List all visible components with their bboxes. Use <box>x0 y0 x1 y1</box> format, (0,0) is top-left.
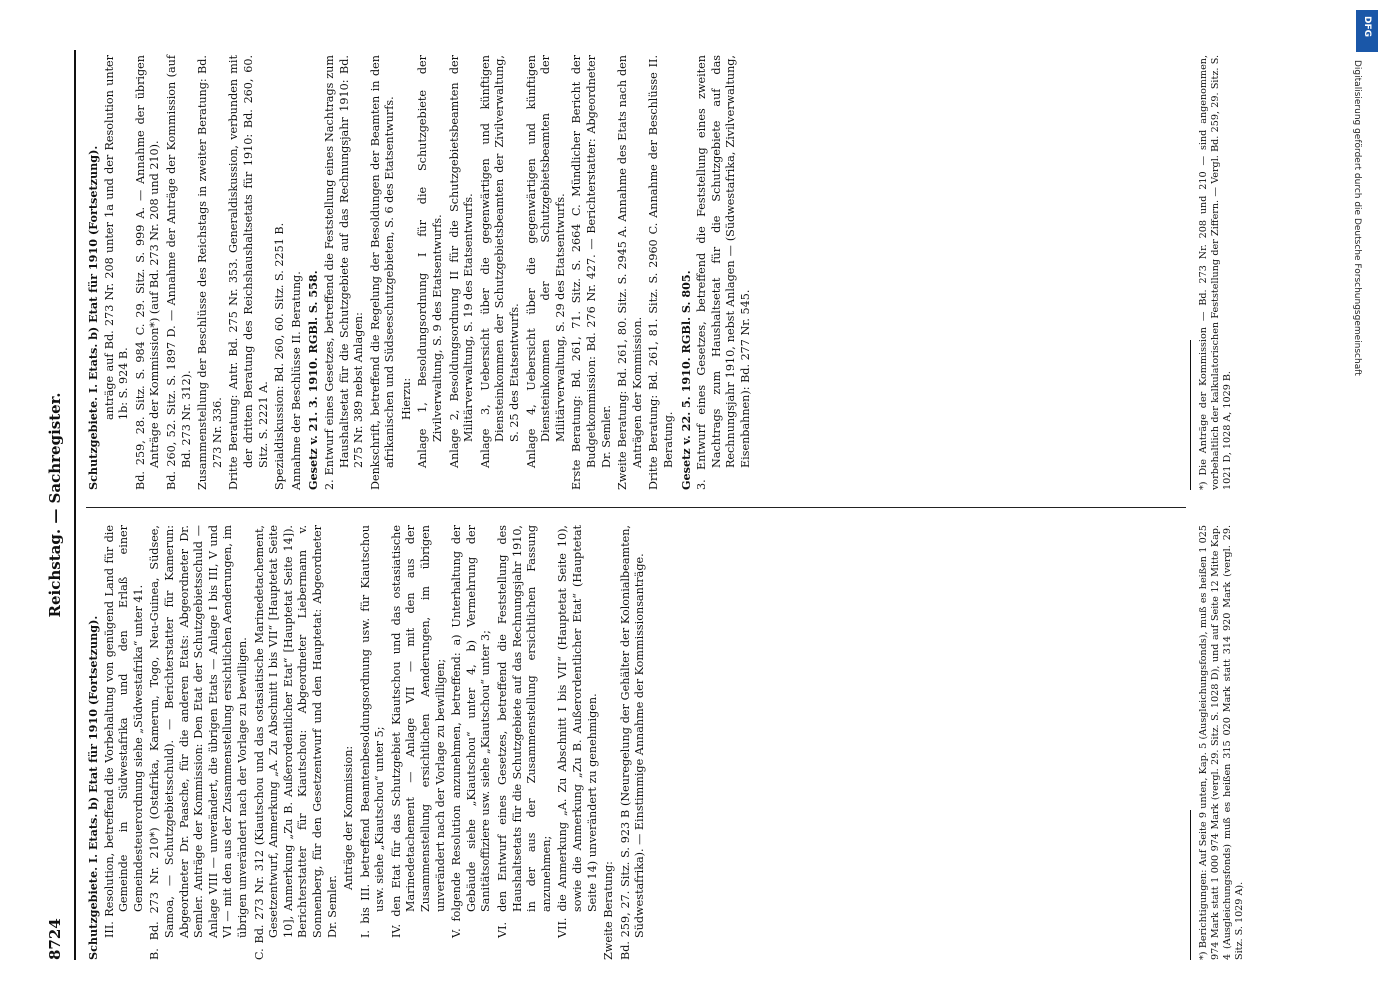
left-column-entry: C. Bd. 273 Nr. 312 (Kiautschou und das ostasiatische Marinedetachement, Gesetzentwurf, Anmerkung „A. Zu Abschnitt I bis VII“ [Hauptetat Seite 10], Anmerkung „Zu B. Außerordentlicher Etat“ [Hauptetat Seite 14]). Berichterstatter für Kiautschou: Abgeordneter Liebermann v. Sonnenberg, für den Gesetzentwurf und den Hauptetat: Abgeordneter Dr. Semler. <box>252 525 339 960</box>
left-column-entry: IV. den Etat für das Schutzgebiet Kiautschou und das ostasiatische Marinedetachement — Anlage VII — mit den aus der Zusammenstellung ersichtlichen Aenderungen, im übrigen unverändert nach der Vorlage zu bewilligen; <box>389 525 447 938</box>
right-column-entry: Dritte Beratung: Bd. 261, 81. Sitz. S. 2960 C. Annahme der Beschlüsse II. Beratung. <box>647 55 675 490</box>
page-number: 8724 <box>46 918 64 960</box>
left-column-entry: Schutzgebiete. I. Etats. b) Etat für 1910 (Fortsetzung). <box>86 615 100 960</box>
right-column-entry: Erste Beratung: Bd. 261, 71. Sitz. S. 2664 C. Mündlicher Bericht der Budgetkommission: Bd. 276 Nr. 427. — Berichterstatter: Abgeordneter Dr. Semler. <box>570 55 613 490</box>
right-column-entry: Bd. 259, 28. Sitz. S. 984 C. 29. Sitz. S. 999 A. — Annahme der übrigen Anträge der Kommission*) (auf Bd. 273 Nr. 208 und 210). <box>133 55 162 490</box>
right-column-entry: Annahme der Beschlüsse II. Beratung. <box>289 271 303 490</box>
right-column-entry: Anlage 4, Uebersicht über die gegenwärtigen und künftigen Diensteinkommen der Schutzgebietsbeamten der Militärverwaltung, S. 29 des Etatsentwurfs. <box>524 55 567 468</box>
right-column-entry: Gesetz v. 22. 5. 1910. RGBl. S. 805. <box>678 270 693 490</box>
right-column-entry: Anlage 2, Besoldungsordnung II für die Schutzgebietsbeamten der Militärverwaltung, S. 19 des Etatsentwurfs. <box>447 55 476 468</box>
right-column-entry: Schutzgebiete. I. Etats. b) Etat für 1910 (Fortsetzung). <box>86 145 100 490</box>
left-column <box>86 525 650 960</box>
left-column-entry: I. bis III. betreffend Beamtenbesoldungsordnung usw. für Kiautschou usw. siehe „Kiautschou“ unter 5; <box>358 525 387 938</box>
right-footnote: *) Die Anträge der Kommission — Bd. 273 Nr. 208 und 210 — sind angenommen, vorbehaltlich der kalkulatorischen Feststellung der Ziffern. — Vergl. Bd. 259, 29. Sitz. S. 1021 D, 1028 A, 1029 B. <box>1198 55 1233 490</box>
right-column-entry: 3. Entwurf eines Gesetzes, betreffend die Feststellung eines zweiten Nachtrags zum Haushaltsetat für die Schutzgebiete auf das Rechnungsjahr 1910, nebst Anlagen — (Südwestafrika, Zivilverwaltung, Eisenbahnen): Bd. 277 Nr. 545. <box>695 55 752 490</box>
page-title: Reichstag. — Sachregister. <box>46 392 64 618</box>
right-column-entry: Gesetz v. 21. 3. 1910. RGBl. S. 558. <box>306 270 321 490</box>
column-divider <box>86 507 1186 508</box>
right-column-entry: Spezialdiskussion: Bd. 260, 60. Sitz. S. 2251 B. <box>273 222 287 490</box>
left-column-entry: Anträge der Kommission: <box>342 745 356 890</box>
right-column-entry: Bd. 260, 52. Sitz. S. 1897 D. — Annahme der Anträge der Kommission (auf Bd. 273 Nr. 312). <box>164 55 193 490</box>
left-column-entry: VII. die Anmerkung „A. Zu Abschnitt I bis VII“ (Hauptetat Seite 10), sowie die Anmerkung „Zu B. Außerordentlicher Etat“ (Hauptetat Seite 14) unverändert zu genehmigen. <box>556 525 599 938</box>
right-column-entry: Anlage 1, Besoldungsordnung I für die Schutzgebiete der Zivilverwaltung, S. 9 des Etatsentwurfs. <box>416 55 445 468</box>
right-column <box>86 55 756 490</box>
left-footnote-rule <box>1190 810 1191 960</box>
right-column-entry: Anlage 3, Uebersicht über die gegenwärtigen und künftigen Diensteinkommen der Schutzgebietsbeamten der Zivilverwaltung, S. 25 des Etatsentwurfs. <box>478 55 522 468</box>
page-header <box>40 50 72 960</box>
register-page <box>40 50 1320 960</box>
left-column-entry: V. folgende Resolution anzunehmen, betreffend: a) Unterhaltung der Gebäude siehe „Kiautschou“ unter 4, b) Vermehrung der Sanitätsoffiziere usw. siehe „Kiautschou“ unter 3; <box>450 525 493 938</box>
right-column-entry: Dritte Beratung: Antr. Bd. 275 Nr. 353. Generaldiskussion, verbunden mit der dritten Beratung des Reichshaushaltsetats für 1910: Bd. 260, 60. Sitz. S. 2221 A. <box>227 55 270 490</box>
digitization-note: Digitalisierung gefördert durch die Deutsche Forschungsgemeinschaft <box>1352 60 1362 376</box>
left-footnote: *) Berichtigungen: Auf Seite 9 unten, Kap. 5 (Ausgleichungsfonds), muß es heißen 1 025 974 Mark statt 1 000 974 Mark (vergl. 29. Sitz. S. 1028 D), und auf Seite 12 Mitte Kap. 4 (Ausgleichungsfonds) muß es heißen 315 020 Mark statt 314 920 Mark (vergl. 29. Sitz. S. 1029 A). <box>1198 525 1245 960</box>
left-column-entry: Bd. 259, 27. Sitz. S. 923 B (Neuregelung der Gehälter der Kolonialbeamten, Südwestafrika). — Einstimmige Annahme der Kommissionsanträge. <box>618 525 647 960</box>
dfg-logo: DFG <box>1356 10 1378 52</box>
left-column-entry: Zweite Beratung: <box>602 861 616 960</box>
right-column-entry: Zusammenstellung der Beschlüsse des Reichstags in zweiter Beratung: Bd. 273 Nr. 336. <box>196 55 224 490</box>
right-column-entry: 2. Entwurf eines Gesetzes, betreffend die Feststellung eines Nachtrags zum Haushaltsetat für die Schutzgebiete auf das Rechnungsjahr 1910: Bd. 275 Nr. 389 nebst Anlagen: <box>322 55 366 490</box>
left-column-entry: III. Resolution, betreffend die Vorbehaltung von genügend Land für die Gemeinde in Südwestafrika und den Erlaß einer Gemeindesteuerordnung siehe „Südwestafrika“ unter 41. <box>102 525 145 938</box>
header-rule <box>74 50 76 960</box>
left-column-entry: B. Bd. 273 Nr. 210*) (Ostafrika, Kamerun, Togo, Neu-Guinea, Südsee, Samoa, — Schutzgebietsschuld). — Berichterstatter für Kamerun: Abgeordneter Dr. Paasche, für die anderen Etats: Abgeordneter Dr. Semler. Anträge der Kommission: Den Etat der Schutzgebietsschuld — Anlage VIII — unverändert, die übrigen Etats — Anlage I bis III, V und VI — mit den aus der Zusammenstellung ersichtlichen Aenderungen, im übrigen unverändert nach der Vorlage zu bewilligen. <box>148 525 249 960</box>
right-footnote-rule <box>1190 340 1191 490</box>
right-column-entry: Zweite Beratung: Bd. 261, 80. Sitz. S. 2945 A. Annahme des Etats nach den Anträgen der Kommission. <box>616 55 644 490</box>
right-column-entry: Hierzu: <box>399 377 413 420</box>
left-column-entry: VI. den Entwurf eines Gesetzes, betreffend die Feststellung des Haushaltsetats für die Schutzgebiete auf das Rechnungsjahr 1910, in der aus der Zusammenstellung ersichtlichen Fassung anzunehmen; <box>496 525 553 938</box>
right-column-entry: anträge auf Bd. 273 Nr. 208 unter 1a und der Resolution unter 1b: S. 924 B. <box>102 55 131 420</box>
right-column-entry: Denkschrift, betreffend die Regelung der Besoldungen der Beamten in den afrikanischen und Südseeschutzgebieten, S. 6 des Etatsentwurfs. <box>368 55 397 490</box>
